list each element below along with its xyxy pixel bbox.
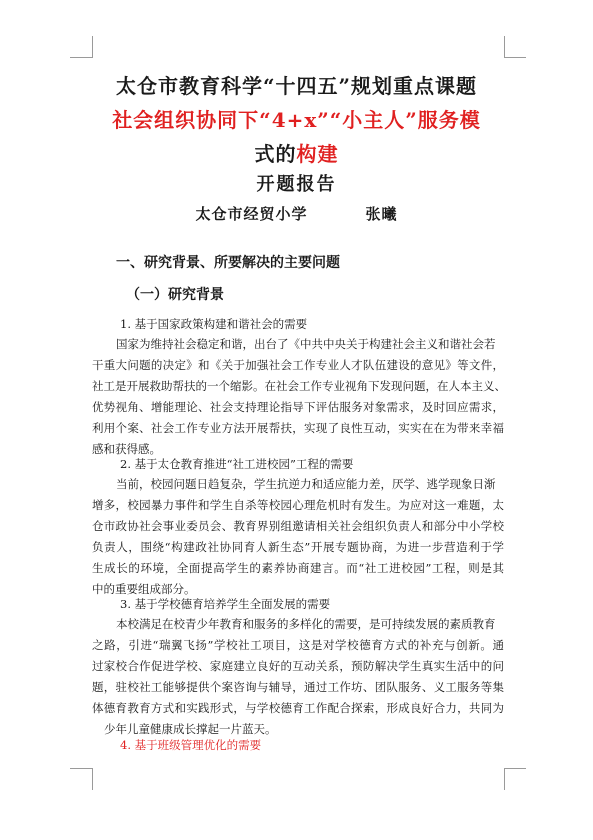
title-line-3-black: 式的 — [254, 142, 297, 166]
crop-mark-top-left-h — [70, 57, 92, 58]
paragraph-line: 生成长的环境，全面提高学生的素养协商建言。而“社工进校园”工程，则是其 — [92, 561, 504, 575]
school-name: 太仓市经贸小学 — [195, 205, 308, 223]
paragraph-line: 感和获得感。 — [92, 442, 161, 456]
crop-mark-bottom-right-v — [504, 768, 505, 790]
paragraph-line: 体德育教育方式和实践形式，与学校德育工作配合探索，形成良好合力，共同为 — [92, 701, 504, 715]
paragraph-line: 负责人，围绕“构建政社协同育人新生态”开展专题协商，为进一步营造利于学 — [92, 540, 504, 554]
item-1-heading: 1. 基于国家政策构建和谐社会的需要 — [120, 317, 308, 331]
item-2-paragraph — [92, 474, 504, 600]
crop-mark-top-right-v — [504, 36, 505, 58]
report-type: 开题报告 — [256, 174, 337, 195]
crop-mark-top-right-h — [504, 57, 526, 58]
paragraph-line: 国家为维持社会稳定和谐，出台了《中共中央关于构建社会主义和谐社会若 — [116, 337, 496, 351]
paragraph-line: 社工是开展救助帮扶的一个缩影。在社会工作专业视角下发现问题，在人本主义、 — [92, 379, 506, 393]
item-3-paragraph — [92, 614, 504, 740]
paragraph-line: 增多，校园暴力事件和学生自杀等校园心理危机时有发生。为应对这一难题，太 — [92, 498, 504, 512]
item-1-paragraph — [92, 334, 504, 460]
crop-mark-bottom-left-v — [92, 768, 93, 790]
section-1-heading: 一、研究背景、所要解决的主要问题 — [116, 255, 340, 271]
crop-mark-top-left-v — [92, 36, 93, 58]
paragraph-line: 之路，引进“瑞翼飞扬”学校社工项目，这是对学校德育方式的补充与创新。通 — [92, 638, 504, 652]
paragraph-line: 利用个案、社会工作专业方法开展帮扶，实现了良性互动，实实在在为带来幸福 — [92, 421, 504, 435]
paragraph-line: 干重大问题的决定》和《关于加强社会工作专业人才队伍建设的意见》等文件， — [92, 358, 504, 372]
item-2-heading: 2. 基于太仓教育推进“社工进校园”工程的需要 — [120, 457, 354, 471]
title-line-1: 太仓市教育科学“十四五”规划重点课题 — [115, 74, 477, 98]
subsection-1-heading: （一）研究背景 — [126, 287, 224, 303]
title-line-3 — [60, 138, 533, 167]
paragraph-line: 本校满足在校青少年教育和服务的多样化的需要，是可持续发展的素质教育 — [116, 617, 496, 631]
item-3-heading: 3. 基于学校德育培养学生全面发展的需要 — [120, 597, 331, 611]
paragraph-line: 仓市政协社会事业委员会、教育界别组邀请相关社会组织负责人和部分中小学校 — [92, 519, 504, 533]
author-line — [60, 203, 533, 224]
paragraph-line: 过家校合作促进学校、家庭建立良好的互动关系，预防解决学生真实生活中的问 — [92, 659, 504, 673]
crop-mark-bottom-right-h — [504, 768, 526, 769]
author-name: 张曦 — [365, 205, 398, 223]
paragraph-line: 少年儿童健康成长撑起一片蓝天。 — [104, 722, 277, 736]
title-line-2: 社会组织协同下“4+x”“小主人”服务模 — [112, 108, 481, 132]
paragraph-line: 当前，校园问题日趋复杂，学生抗逆力和适应能力差，厌学、逃学现象日渐 — [116, 477, 496, 491]
paragraph-line: 题，驻校社工能够提供个案咨询与辅导，通过工作坊、团队服务、义工服务等集 — [92, 680, 504, 694]
paragraph-line: 优势视角、增能理论、社会支持理论指导下评估服务对象需求，及时回应需求， — [92, 400, 504, 414]
paragraph-line: 中的重要组成部分。 — [92, 582, 196, 596]
title-line-3-red: 构建 — [296, 142, 339, 166]
item-4-heading: 4. 基于班级管理优化的需要 — [120, 738, 262, 752]
crop-mark-bottom-left-h — [70, 768, 92, 769]
